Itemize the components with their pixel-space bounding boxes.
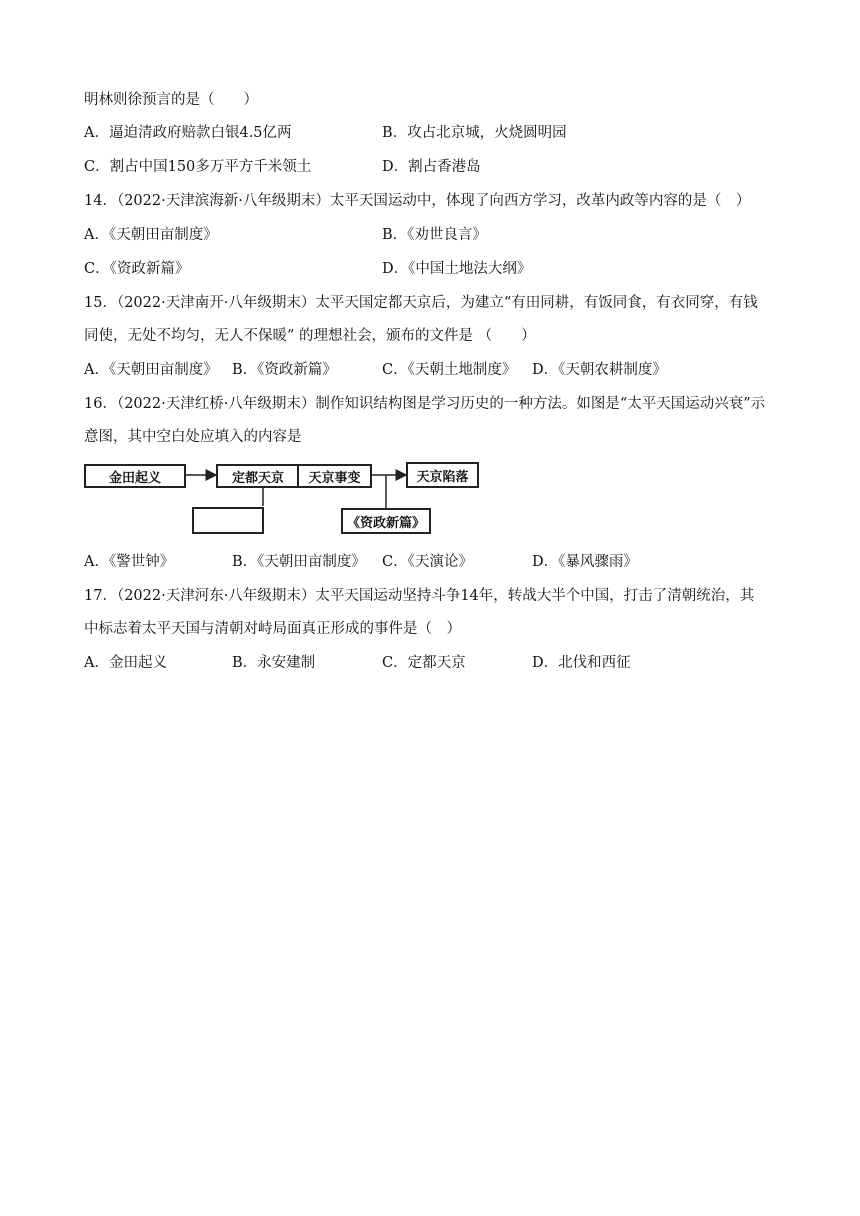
q16-structure-diagram — [84, 458, 484, 538]
q15-option-b: B．《资政新篇》 — [232, 362, 337, 378]
q16-option-d: D．《暴风骤雨》 — [532, 554, 638, 570]
box-tianjing-xianluo: 天京陷落 — [406, 462, 479, 488]
q16-stem-line1: 16．（2022·天津红桥·八年级期末）制作知识结构图是学习历史的一种方法。如图是“太平天国运动兴衰”示 — [84, 396, 766, 412]
q14-option-c: C．《资政新篇》 — [84, 261, 190, 277]
q15-stem-line1: 15．（2022·天津南开·八年级期末）太平天国定都天京后，为建立“有田同耕，有饭同食，有衣同穿，有钱 — [84, 295, 758, 311]
q17-stem-line1: 17．（2022·天津河东·八年级期末）太平天国运动坚持斗争14年，转战大半个中国，打击了清朝统治，其 — [84, 588, 755, 604]
q17-option-d: D．北伐和西征 — [532, 655, 631, 671]
box-blank — [192, 507, 264, 534]
q14-stem: 14．（2022·天津滨海新·八年级期末）太平天国运动中，体现了向西方学习，改革内政等内容的是（ ） — [84, 193, 751, 209]
q15-option-c: C．《天朝土地制度》 — [382, 362, 517, 378]
box-dingdu: 定都天京 — [216, 464, 300, 488]
q16-option-a: A．《警世钟》 — [84, 554, 175, 570]
q13-option-a: A．逼迫清政府赔款白银4.5亿两 — [84, 125, 292, 141]
q13-option-d: D．割占香港岛 — [382, 159, 481, 175]
q16-option-c: C．《天演论》 — [382, 554, 473, 570]
q13-stem-tail: 明林则徐预言的是（ ） — [84, 92, 258, 108]
q16-option-b: B．《天朝田亩制度》 — [232, 554, 366, 570]
q15-option-d: D．《天朝农耕制度》 — [532, 362, 667, 378]
q13-option-b: B．攻占北京城，火烧圆明园 — [382, 125, 567, 141]
q14-option-b: B．《劝世良言》 — [382, 227, 487, 243]
q17-option-c: C．定都天京 — [382, 655, 466, 671]
q13-option-c: C．割占中国150多万平方千米领土 — [84, 159, 312, 175]
q16-stem-line2: 意图，其中空白处应填入的内容是 — [84, 429, 302, 445]
q14-option-a: A．《天朝田亩制度》 — [84, 227, 218, 243]
q15-stem-line2: 同使，无处不均匀，无人不保暖” 的理想社会，颁布的文件是 （ ） — [84, 328, 536, 344]
box-zizheng-xinpian: 《资政新篇》 — [341, 508, 431, 534]
q17-option-a: A．金田起义 — [84, 655, 167, 671]
q14-option-d: D．《中国土地法大纲》 — [382, 261, 532, 277]
box-tianjing-shibian: 天京事变 — [297, 464, 372, 488]
q17-option-b: B．永安建制 — [232, 655, 316, 671]
q15-option-a: A．《天朝田亩制度》 — [84, 362, 218, 378]
q17-stem-line2: 中标志着太平天国与清朝对峙局面真正形成的事件是（ ） — [84, 621, 461, 637]
box-jintian: 金田起义 — [84, 464, 186, 488]
